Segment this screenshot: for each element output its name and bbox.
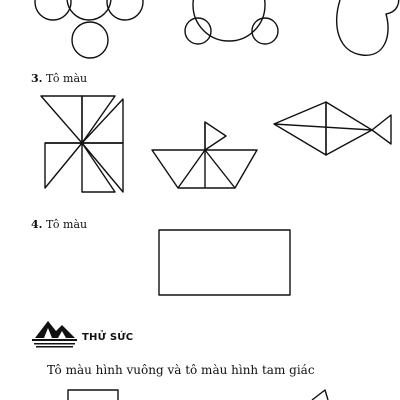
challenge-title: THỬ SỨC	[82, 332, 134, 343]
exercise-4-heading	[31, 218, 87, 231]
circle-big	[193, 0, 265, 41]
pinwheel-triangle-right	[82, 99, 123, 143]
circle-right	[107, 0, 143, 20]
rectangle-outline	[159, 230, 290, 295]
pinwheel-triangle-left	[45, 143, 82, 188]
pinwheel-triangle-bottom-right	[82, 143, 123, 192]
circle-bear-figure	[185, 0, 278, 44]
circle-left	[35, 0, 71, 20]
pinwheel-triangle-top-left	[41, 96, 82, 143]
fish-head	[274, 102, 326, 155]
boat-line-1	[178, 150, 205, 188]
boat-figure	[152, 122, 257, 188]
bottom-partial-figures	[68, 390, 328, 400]
fish-midline	[274, 124, 372, 130]
pinwheel-triangle-bottom	[82, 143, 115, 192]
circle-cluster-figure	[35, 0, 143, 58]
boat-line-2	[205, 150, 235, 188]
exercise-3-heading	[31, 72, 87, 85]
mountain-icon	[32, 321, 77, 348]
exercise-4-number: 4.	[31, 218, 43, 231]
circle-top-middle	[67, 0, 111, 20]
rectangle-figure	[159, 230, 290, 295]
fish-tail	[372, 115, 391, 144]
partial-triangle	[312, 390, 328, 400]
circle-small-right	[252, 18, 278, 44]
pinwheel-figure	[41, 96, 123, 192]
circle-bottom	[72, 22, 108, 58]
pinwheel-triangle-top	[82, 96, 115, 143]
exercise-3-label: Tô màu	[45, 72, 88, 85]
partial-square	[68, 390, 118, 400]
balloon-outline	[337, 0, 399, 55]
exercise-4-label: Tô màu	[45, 218, 88, 231]
fish-figure	[274, 102, 391, 155]
boat-flag	[205, 122, 226, 150]
exercise-3-number: 3.	[31, 72, 43, 85]
balloon-figure	[337, 0, 399, 55]
challenge-instruction: Tô màu hình vuông và tô màu hình tam giác	[47, 363, 315, 377]
